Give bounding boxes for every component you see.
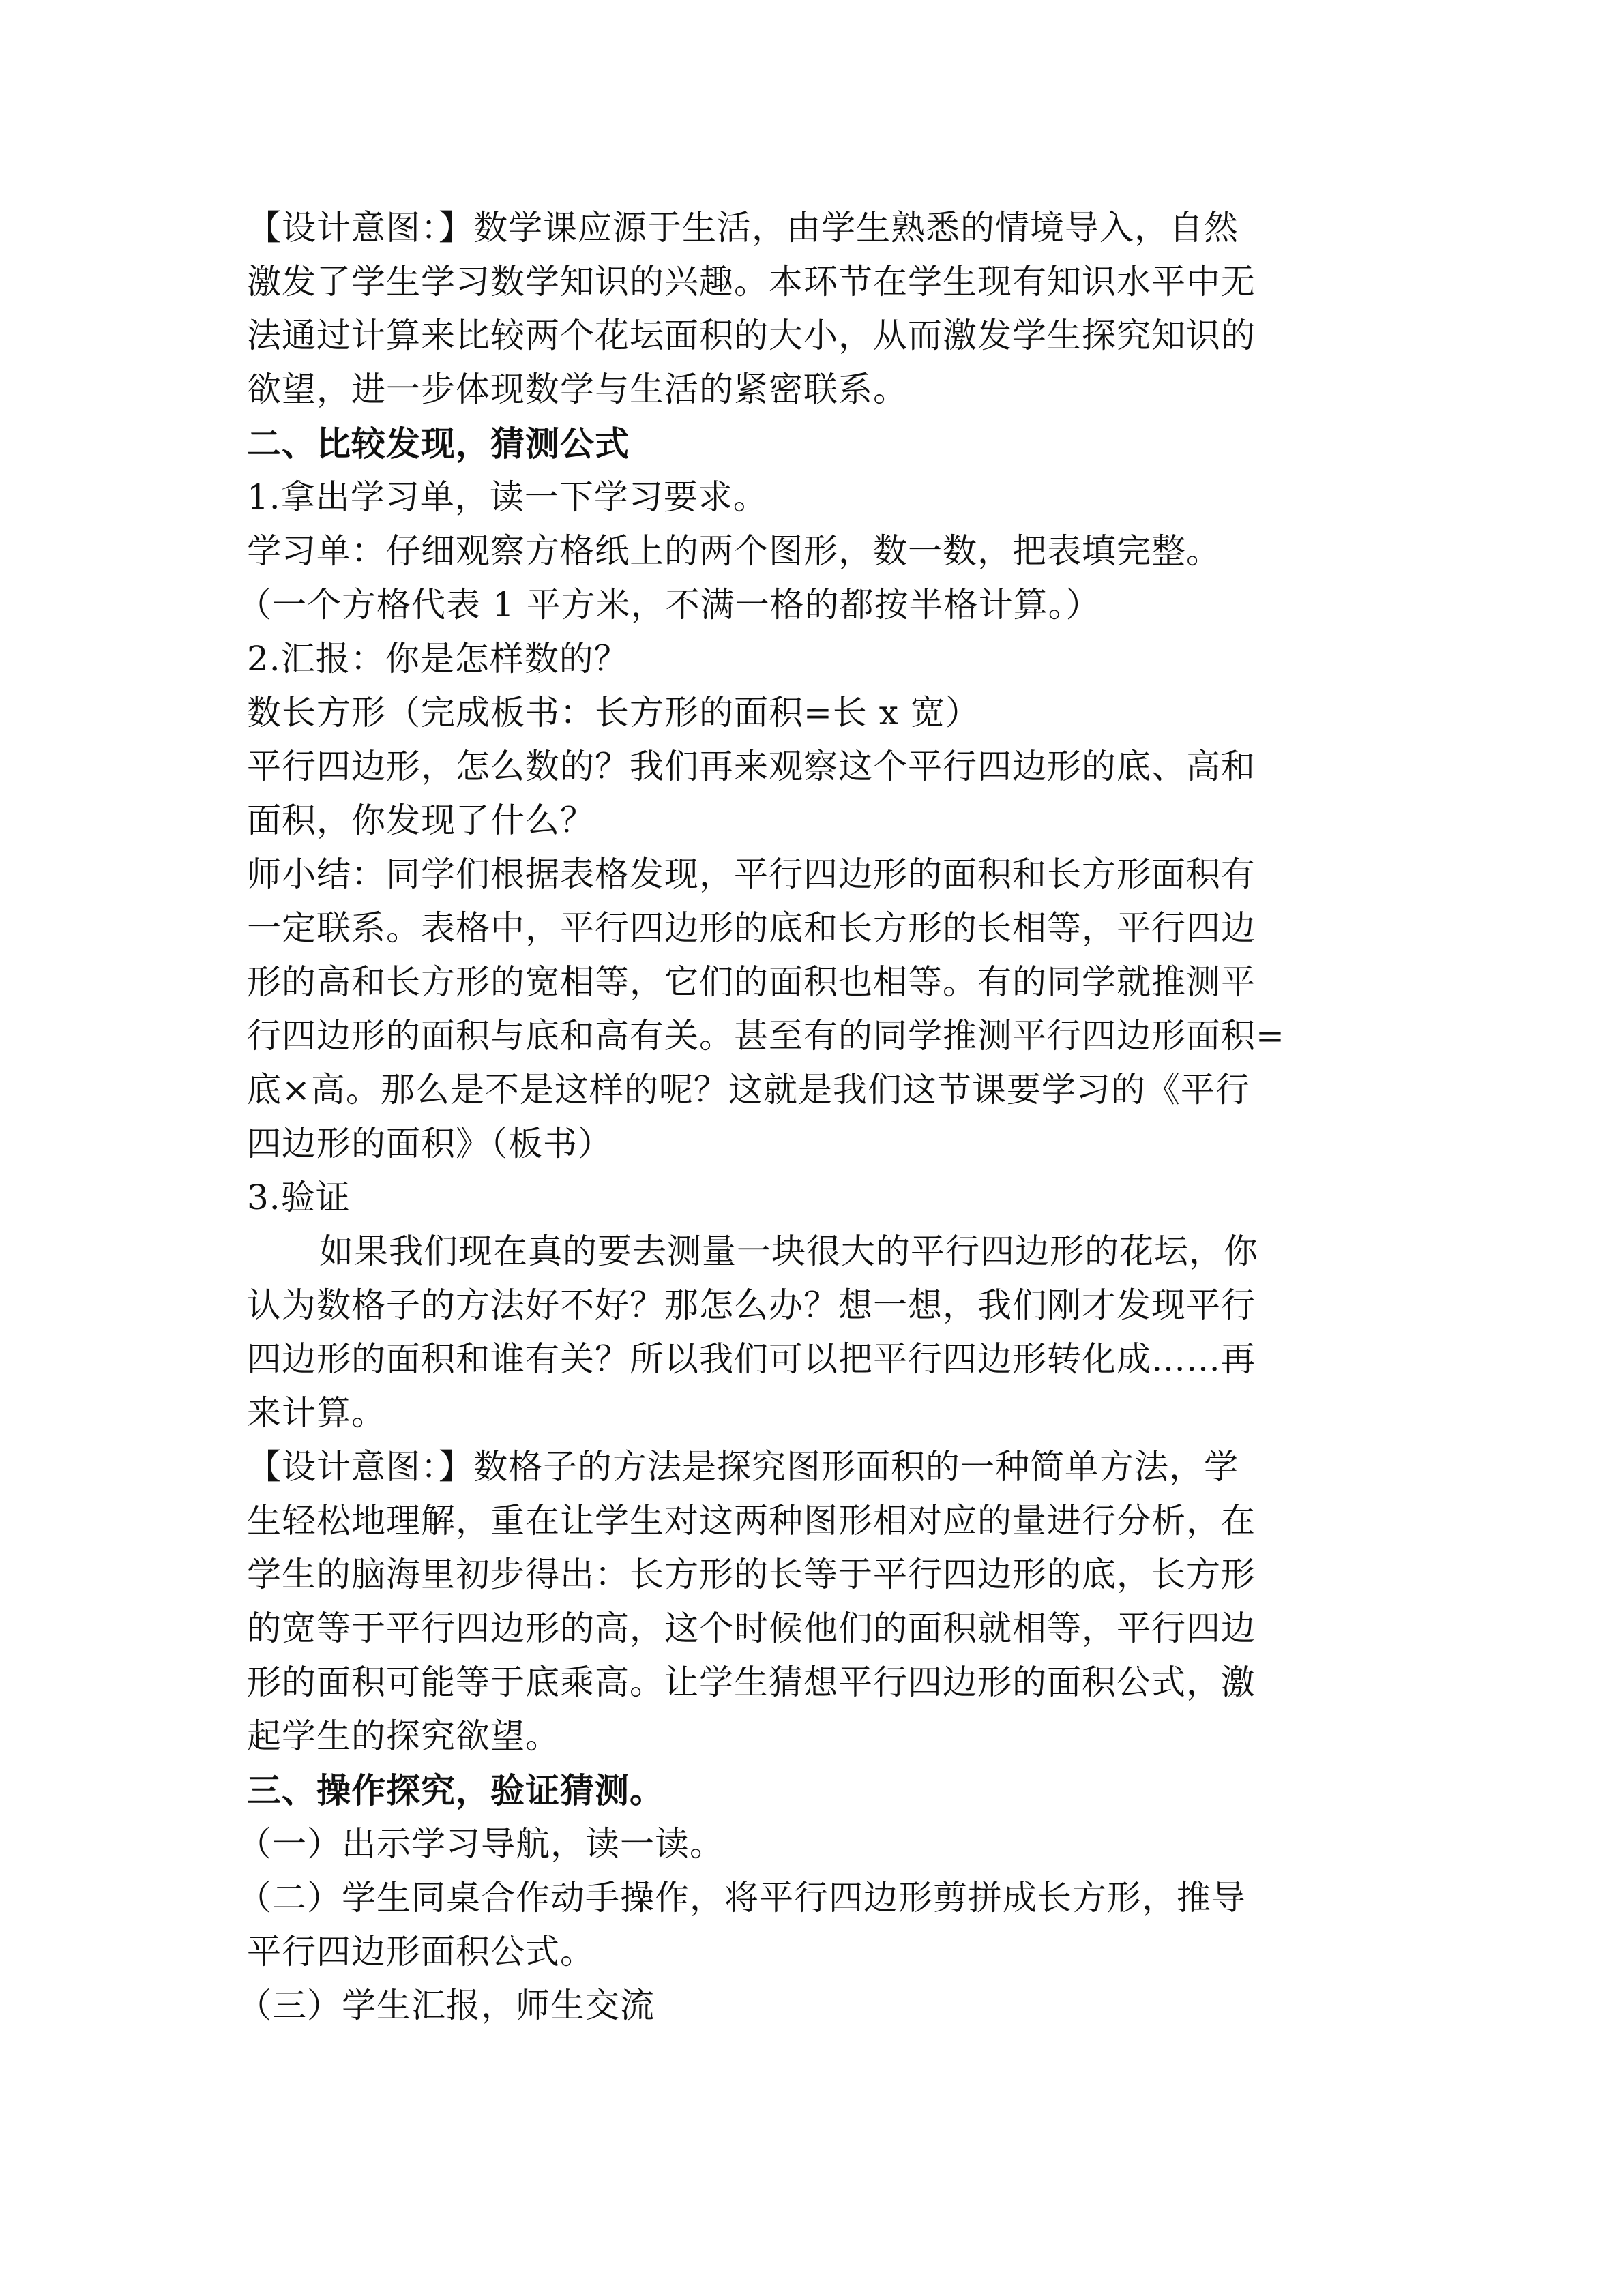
paragraph-line: 数长方形（完成板书：长方形的面积=长 x 宽） [247, 693, 980, 732]
paragraph-line: 法通过计算来比较两个花坛面积的大小，从而激发学生探究知识的 [247, 316, 1256, 355]
paragraph-line: 底×高。那么是不是这样的呢？这就是我们这节课要学习的《平行 [247, 1070, 1250, 1109]
paragraph-line: 1.拿出学习单，读一下学习要求。 [247, 477, 768, 517]
paragraph-line: 认为数格子的方法好不好？那怎么办？想一想，我们刚才发现平行 [247, 1285, 1256, 1325]
paragraph-line: 形的高和长方形的宽相等，它们的面积也相等。有的同学就推测平 [247, 962, 1256, 1002]
paragraph-line: 【设计意图：】数学课应源于生活，由学生熟悉的情境导入，自然 [247, 208, 1239, 248]
paragraph-line: 行四边形的面积与底和高有关。甚至有的同学推测平行四边形面积= [247, 1016, 1285, 1056]
paragraph-line: 四边形的面积和谁有关？所以我们可以把平行四边形转化成……再 [247, 1339, 1256, 1379]
paragraph-line: 如果我们现在真的要去测量一块很大的平行四边形的花坛，你 [319, 1232, 1258, 1271]
paragraph-line: 学生的脑海里初步得出：长方形的长等于平行四边形的底，长方形 [247, 1555, 1256, 1594]
paragraph-line: 面积，你发现了什么？ [247, 801, 595, 840]
paragraph-line: 起学生的探究欲望。 [247, 1716, 560, 1756]
paragraph-line: 欲望，进一步体现数学与生活的紧密联系。 [247, 370, 908, 409]
paragraph-line: 师小结：同学们根据表格发现，平行四边形的面积和长方形面积有 [247, 854, 1256, 894]
document-page [237, 201, 1361, 2033]
paragraph-line: （三）学生汇报，师生交流 [237, 1986, 655, 2025]
paragraph-line: 平行四边形，怎么数的？我们再来观察这个平行四边形的底、高和 [247, 747, 1256, 786]
paragraph-line: （一个方格代表 1 平方米，不满一格的都按半格计算。） [237, 585, 1101, 625]
paragraph-line: （一）出示学习导航，读一读。 [237, 1824, 724, 1864]
paragraph-line: 2.汇报：你是怎样数的？ [247, 639, 629, 679]
paragraph-line: 来计算。 [247, 1393, 386, 1433]
section-heading: 三、操作探究，验证猜测。 [247, 1770, 664, 1810]
paragraph-line: 生轻松地理解，重在让学生对这两种图形相对应的量进行分析，在 [247, 1501, 1256, 1540]
paragraph-line: 激发了学生学习数学知识的兴趣。本环节在学生现有知识水平中无 [247, 262, 1256, 301]
paragraph-line: 的宽等于平行四边形的高，这个时候他们的面积就相等，平行四边 [247, 1609, 1256, 1648]
paragraph-line: 平行四边形面积公式。 [247, 1932, 595, 1971]
paragraph-line: 形的面积可能等于底乘高。让学生猜想平行四边形的面积公式，激 [247, 1663, 1256, 1702]
paragraph-line: （二）学生同桌合作动手操作，将平行四边形剪拼成长方形，推导 [237, 1878, 1246, 1918]
paragraph-line: 四边形的面积》（板书） [247, 1124, 612, 1163]
paragraph-line: 一定联系。表格中，平行四边形的底和长方形的长相等，平行四边 [247, 908, 1256, 948]
paragraph-line: 3.验证 [247, 1178, 351, 1217]
section-heading: 二、比较发现，猜测公式 [247, 423, 630, 464]
paragraph-line: 学习单：仔细观察方格纸上的两个图形，数一数，把表填完整。 [247, 531, 1221, 571]
paragraph-line: 【设计意图：】数格子的方法是探究图形面积的一种简单方法，学 [247, 1447, 1239, 1487]
